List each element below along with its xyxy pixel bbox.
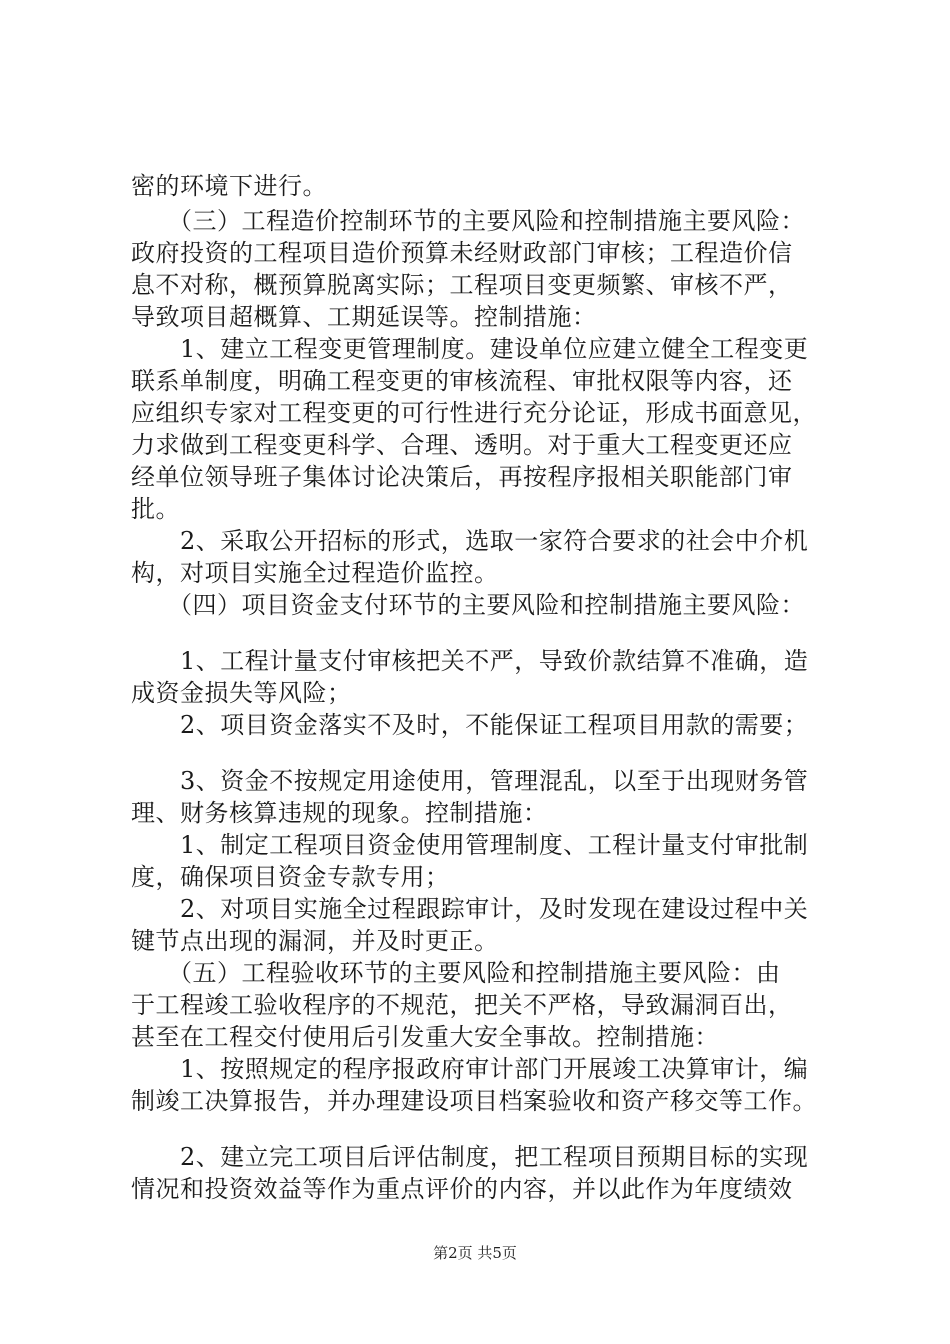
text-line: 理、财务核算违规的现象。控制措施： [131, 799, 548, 827]
text-line: 于工程竣工验收程序的不规范，把关不严格，导致漏洞百出， [131, 991, 793, 1019]
text-line: 度，确保项目资金专款专用； [131, 863, 450, 891]
text-line: 构，对项目实施全过程造价监控。 [131, 559, 499, 587]
text-line: 导致项目超概算、工期延误等。控制措施： [131, 303, 597, 331]
text-line: 键节点出现的漏洞，并及时更正。 [131, 927, 499, 955]
text-line: 2、采取公开招标的形式，选取一家符合要求的社会中介机 [131, 527, 809, 555]
text-line: 息不对称，概预算脱离实际；工程项目变更频繁、审核不严， [131, 271, 793, 299]
text-line: 力求做到工程变更科学、合理、透明。对于重大工程变更还应 [131, 431, 793, 459]
text-line: （三）工程造价控制环节的主要风险和控制措施主要风险： [131, 207, 805, 235]
text-line: （四）项目资金支付环节的主要风险和控制措施主要风险： [131, 591, 805, 619]
page-number-footer: 第2页 共5页 [433, 1244, 517, 1262]
text-line: （五）工程验收环节的主要风险和控制措施主要风险：由 [131, 959, 781, 987]
text-line: 3、资金不按规定用途使用，管理混乱，以至于出现财务管 [131, 767, 809, 795]
text-line: 2、建立完工项目后评估制度，把工程项目预期目标的实现 [131, 1143, 809, 1171]
text-line: 批。 [131, 495, 180, 523]
text-line: 联系单制度，明确工程变更的审核流程、审批权限等内容，还 [131, 367, 793, 395]
text-line: 成资金损失等风险； [131, 679, 352, 707]
text-line: 1、制定工程项目资金使用管理制度、工程计量支付审批制 [131, 831, 809, 859]
text-line: 1、建立工程变更管理制度。建设单位应建立健全工程变更 [131, 335, 809, 363]
text-line: 应组织专家对工程变更的可行性进行充分论证，形成书面意见， [131, 399, 817, 427]
text-line: 情况和投资效益等作为重点评价的内容，并以此作为年度绩效 [131, 1175, 793, 1203]
text-line: 政府投资的工程项目造价预算未经财政部门审核；工程造价信 [131, 239, 793, 267]
text-line: 2、对项目实施全过程跟踪审计，及时发现在建设过程中关 [131, 895, 809, 923]
text-line: 制竣工决算报告，并办理建设项目档案验收和资产移交等工作。 [131, 1087, 817, 1115]
text-line: 1、工程计量支付审核把关不严，导致价款结算不准确，造 [131, 647, 809, 675]
text-line: 2、项目资金落实不及时，不能保证工程项目用款的需要； [131, 711, 809, 739]
text-line: 密的环境下进行。 [131, 172, 327, 200]
text-line: 1、按照规定的程序报政府审计部门开展竣工决算审计，编 [131, 1055, 809, 1083]
text-line: 甚至在工程交付使用后引发重大安全事故。控制措施： [131, 1023, 719, 1051]
text-line: 经单位领导班子集体讨论决策后，再按程序报相关职能部门审 [131, 463, 793, 491]
